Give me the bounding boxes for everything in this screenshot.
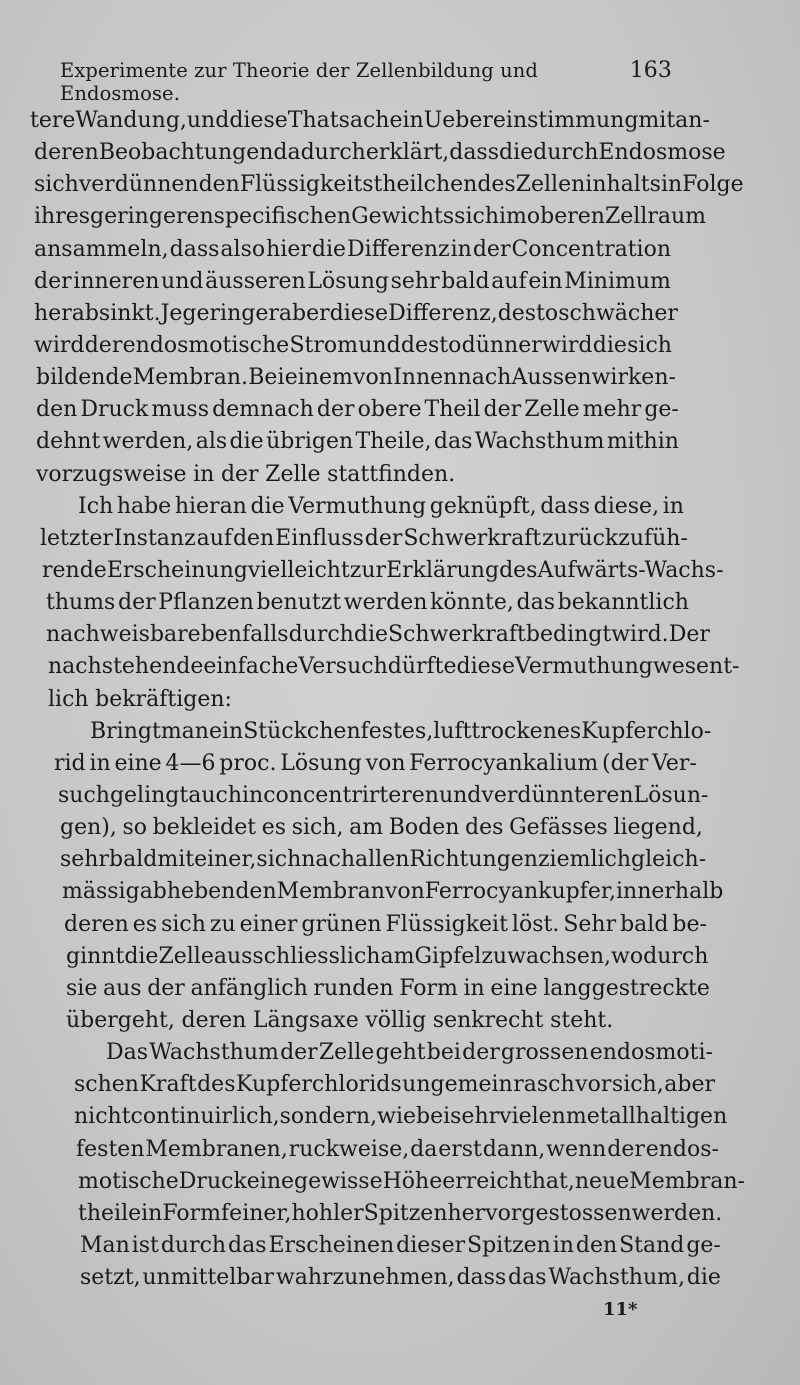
- text-line: dehnt werden, als die übrigen Theile, das Wachsthum mithin: [36, 429, 679, 455]
- text-line: wird der endosmotische Strom und desto dünner wird die sich: [34, 332, 672, 358]
- text-line: der inneren und äusseren Lösung sehr bald auf ein Minimum: [34, 268, 671, 294]
- text-line: lich bekräftigen:: [48, 686, 232, 712]
- text-line: rende Erscheinung vielleicht zur Erklärung des Aufwärts-Wachs-: [42, 557, 724, 583]
- signature-mark: 11*: [603, 1299, 638, 1320]
- text-line: setzt, unmittelbar wahrzunehmen, dass das Wachsthum, die: [80, 1265, 721, 1291]
- text-line: festen Membranen, ruckweise, da erst dann, wenn der endos-: [76, 1136, 719, 1162]
- text-line: herabsinkt. Je geringer aber diese Differenz, desto schwächer: [34, 300, 678, 326]
- text-line: deren es sich zu einer grünen Flüssigkeit löst. Sehr bald be-: [64, 911, 707, 937]
- text-line: Man ist durch das Erscheinen dieser Spitzen in den Stand ge-: [80, 1232, 721, 1258]
- text-line: den Druck muss demnach der obere Theil der Zelle mehr ge-: [36, 397, 679, 423]
- text-line: motische Druck eine gewisse Höhe erreicht hat, neue Membran-: [78, 1168, 745, 1194]
- text-line: theile in Form feiner, hohler Spitzen hervorgestossen werden.: [78, 1200, 723, 1226]
- text-line: mässig abhebenden Membran von Ferrocyankupfer, innerhalb: [62, 879, 724, 905]
- text-line: such gelingt auch in concentrirteren und verdünnteren Lösun-: [58, 782, 709, 808]
- text-line: rid in eine 4—6 proc. Lösung von Ferrocyankalium (der Ver-: [54, 750, 697, 776]
- body-text: [30, 105, 745, 1294]
- text-line: sehr bald mit einer, sich nach allen Richtungen ziemlich gleich-: [60, 847, 707, 873]
- text-line: ihres geringeren specifischen Gewichts sich im oberen Zellraum: [34, 204, 707, 230]
- text-line: Ich habe hieran die Vermuthung geknüpft, dass diese, in: [78, 493, 684, 519]
- text-line: ginnt die Zelle ausschliesslich am Gipfel zu wachsen, wodurch: [66, 943, 709, 969]
- text-line: Bringt man ein Stückchen festes, lufttrockenes Kupferchlo-: [90, 718, 712, 744]
- text-line: schen Kraft des Kupferchlorids ungemein rasch vor sich, aber: [74, 1072, 715, 1098]
- text-line: ansammeln, dass also hier die Differenz in der Concentration: [34, 236, 671, 262]
- text-line: nicht continuirlich, sondern, wie bei sehr vielen metallhaltigen: [74, 1104, 728, 1130]
- text-line: bildende Membran. Bei einem von Innen nach Aussen wirken-: [36, 365, 676, 391]
- running-header: [60, 58, 672, 105]
- text-line: sich verdünnenden Flüssigkeitstheilchen des Zelleninhalts in Folge: [34, 172, 744, 198]
- text-line: übergeht, deren Längsaxe völlig senkrecht steht.: [66, 1007, 614, 1033]
- running-title: Experimente zur Theorie der Zellenbildung und Endosmose.: [60, 59, 539, 105]
- text-line: nachstehende einfache Versuch dürfte diese Vermuthung wesent-: [48, 654, 740, 680]
- text-line: thums der Pflanzen benutzt werden könnte, das bekanntlich: [46, 590, 689, 616]
- text-line: deren Beobachtungen dadurch erklärt, dass die durch Endosmose: [34, 140, 726, 166]
- text-line: nachweisbar ebenfalls durch die Schwerkraft bedingt wird. Der: [46, 622, 710, 648]
- text-line: Das Wachsthum der Zelle geht bei der grossen endosmoti-: [106, 1040, 713, 1066]
- text-line: letzter Instanz auf den Einfluss der Schwerkraft zurückzufüh-: [40, 525, 688, 551]
- text-line: vorzugsweise in der Zelle stattfinden.: [36, 461, 456, 487]
- page-number: 163: [629, 58, 672, 83]
- text-line: sie aus der anfänglich runden Form in eine langgestreckte: [66, 975, 710, 1001]
- text-line: tere Wandung, und diese Thatsache in Uebereinstimmung mit an-: [30, 108, 710, 133]
- text-line: gen), so bekleidet es sich, am Boden des Gefässes liegend,: [60, 815, 703, 841]
